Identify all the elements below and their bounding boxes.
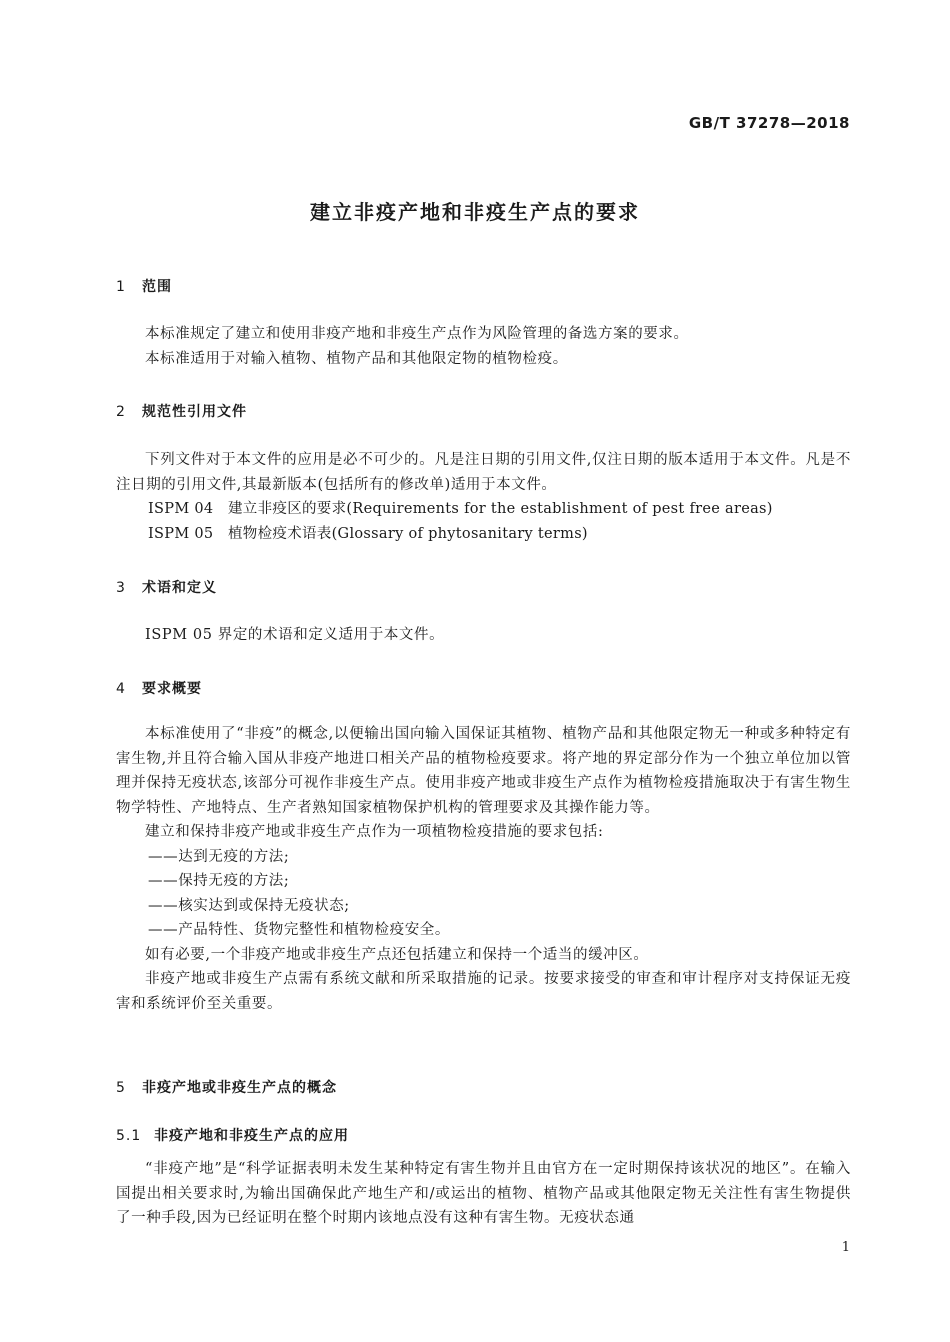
reference-title: 建立非疫区的要求(Requirements for the establishment of pest free areas): [228, 501, 773, 517]
document-title: 建立非疫产地和非疫生产点的要求: [310, 200, 640, 224]
standard-code: GB/T 37278—2018: [688, 114, 850, 132]
section-4-heading: [116, 678, 202, 698]
section-title: 范围: [142, 279, 172, 295]
list-item: ——产品特性、货物完整性和植物检疫安全。: [148, 922, 450, 938]
section-1-heading: [116, 276, 172, 296]
subsection-5-1-body: [116, 1157, 851, 1231]
reference-title: 植物检疫术语表(Glossary of phytosanitary terms): [228, 525, 588, 542]
subsection-5-1-heading: [116, 1125, 349, 1145]
list-item: ——核实达到或保持无疫状态;: [148, 897, 350, 914]
section-title: 术语和定义: [142, 580, 217, 596]
list-item: ——达到无疫的方法;: [148, 848, 290, 865]
paragraph: 本标准适用于对输入植物、植物产品和其他限定物的植物检疫。: [145, 350, 568, 367]
paragraph: “非疫产地”是“科学证据表明未发生某种特定有害生物并且由官方在一定时期保持该状况的地区”。在输入国提出相关要求时,为输出国确保此产地生产和/或运出的植物、植物产品或其他限定物无关注性有害生物提供了一种手段,因为已经证明在整个时期内该地点没有这种有害生物。无疫状态通: [116, 1161, 851, 1226]
section-1-body: [116, 322, 851, 371]
reference-code: ISPM 04: [148, 501, 214, 517]
reference-item: [116, 497, 851, 522]
section-number: 3: [116, 580, 126, 596]
paragraph: 本标准使用了“非疫”的概念,以便输出国向输入国保证其植物、植物产品和其他限定物无一种或多种特定有害生物,并且符合输入国从非疫产地进口相关产品的植物检疫要求。将产地的界定部分作为一个独立单位加以管理并保持无疫状态,该部分可视作非疫生产点。使用非疫产地或非疫生产点作为植物检疫措施取决于有害生物生物学特性、产地特点、生产者熟知国家植物保护机构的管理要求及其操作能力等。: [116, 726, 851, 816]
page-number: 1: [841, 1240, 850, 1255]
paragraph: 如有必要,一个非疫产地或非疫生产点还包括建立和保持一个适当的缓冲区。: [145, 946, 649, 963]
list-item: ——保持无疫的方法;: [148, 873, 290, 889]
paragraph: 非疫产地或非疫生产点需有系统文献和所采取措施的记录。按要求接受的审查和审计程序对支持保证无疫害和系统评价至关重要。: [116, 971, 851, 1012]
paragraph: 下列文件对于本文件的应用是必不可少的。凡是注日期的引用文件,仅注日期的版本适用于本文件。凡是不注日期的引用文件,其最新版本(包括所有的修改单)适用于本文件。: [116, 452, 851, 493]
section-title: 规范性引用文件: [142, 404, 247, 420]
section-title: 要求概要: [142, 681, 202, 697]
section-3-body: [116, 623, 851, 648]
section-number: 1: [116, 279, 126, 295]
section-5-heading: [116, 1077, 337, 1097]
paragraph: 建立和保持非疫产地或非疫生产点作为一项植物检疫措施的要求包括:: [145, 824, 604, 840]
subsection-title: 非疫产地和非疫生产点的应用: [154, 1128, 349, 1144]
paragraph: ISPM 05 界定的术语和定义适用于本文件。: [145, 627, 445, 643]
reference-code: ISPM 05: [148, 525, 214, 542]
section-title: 非疫产地或非疫生产点的概念: [142, 1080, 337, 1096]
section-4-body: [116, 722, 851, 1016]
section-number: 4: [116, 681, 126, 697]
section-2-heading: [116, 401, 247, 421]
section-2-body: [116, 448, 851, 546]
section-number: 5: [116, 1080, 126, 1096]
paragraph: 本标准规定了建立和使用非疫产地和非疫生产点作为风险管理的备选方案的要求。: [145, 326, 689, 342]
reference-item: [116, 522, 851, 547]
subsection-number: 5.1: [116, 1128, 142, 1144]
section-3-heading: [116, 577, 217, 597]
section-number: 2: [116, 404, 126, 420]
